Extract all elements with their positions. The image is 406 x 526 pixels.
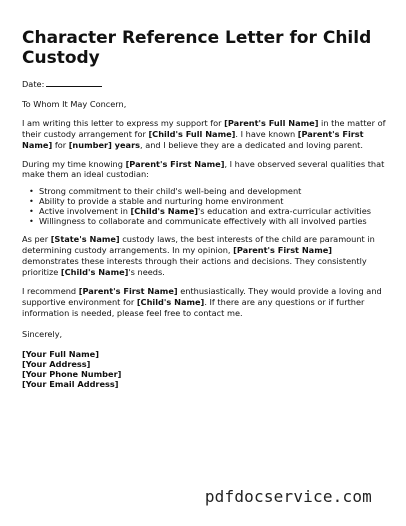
letter-title: Character Reference Letter for Child Custody xyxy=(22,28,372,68)
signature-phone: [Your Phone Number] xyxy=(22,369,122,379)
p1-text-2: in the matter of their custody arrangement for xyxy=(22,117,386,139)
p2-text-1: During my time knowing xyxy=(22,158,126,169)
p2-parent-first-name: [Parent's First Name] xyxy=(125,158,225,169)
list-item xyxy=(39,206,388,216)
p2-text-2: , I have observed several qualities that make them an ideal custodian: xyxy=(22,158,385,180)
signature-address: [Your Address] xyxy=(22,358,91,369)
paragraph-qualities xyxy=(22,159,388,181)
p1-parent-full-name: [Parent's Full Name] xyxy=(224,117,319,128)
p1-number-years: [number] years xyxy=(68,139,140,150)
date-label: Date: xyxy=(22,79,45,89)
p1-text-3: . I have known xyxy=(235,128,298,139)
p3-state-name: [State's Name] xyxy=(50,234,120,245)
salutation: To Whom It May Concern, xyxy=(22,98,127,109)
p4-text-1: I recommend xyxy=(22,285,79,296)
p4-text-2: enthusiastically. They would provide a loving and supportive environment for xyxy=(22,285,382,307)
paragraph-recommendation xyxy=(22,286,388,319)
p3-text-4: 's needs. xyxy=(128,267,165,278)
p4-child-name: [Child's Name] xyxy=(136,296,205,307)
p3-text-2: custody laws, the best interests of the child are paramount in determining custody arrangements. In my opinion, xyxy=(22,234,375,256)
signature-full-name: [Your Full Name] xyxy=(22,348,99,359)
p3-child-name: [Child's Name] xyxy=(60,267,129,278)
bullet3-text-1: Active involvement in xyxy=(39,206,131,217)
p3-text-1: As per xyxy=(22,234,51,245)
p1-text-4: for xyxy=(52,139,69,150)
signature-email: [Your Email Address] xyxy=(22,379,119,390)
watermark-text: pdfdocservice.com xyxy=(204,487,372,506)
p1-text-1: I am writing this letter to express my support for xyxy=(22,117,225,128)
p4-text-3: . If there are any questions or if further information is needed, please feel free to contact me. xyxy=(22,296,365,318)
p3-parent-first-name: [Parent's First Name] xyxy=(233,245,333,256)
date-blank-line xyxy=(46,78,102,87)
signature-block xyxy=(22,349,388,390)
p3-text-3: demonstrates these interests through their actions and decisions. They consistently prioritize xyxy=(22,256,367,278)
paragraph-state-laws xyxy=(22,234,388,278)
paragraph-intro xyxy=(22,118,388,151)
signoff: Sincerely, xyxy=(22,328,63,339)
p4-parent-first-name: [Parent's First Name] xyxy=(78,285,178,296)
bullet3-child-name: [Child's Name] xyxy=(130,206,198,217)
bullet3-text-2: 's education and extra-curricular activities xyxy=(198,206,372,217)
list-item: • Ability to provide a stable and nurturing home environment xyxy=(39,196,388,206)
list-item: • Strong commitment to their child's well-being and development xyxy=(39,186,388,196)
date-line xyxy=(22,78,388,90)
letter-content xyxy=(22,28,388,389)
qualities-list xyxy=(22,186,388,226)
p1-text-5: , and I believe they are a dedicated and loving parent. xyxy=(140,139,363,150)
p1-child-full-name: [Child's Full Name] xyxy=(148,128,236,139)
list-item: • Willingness to collaborate and communicate effectively with all involved parties xyxy=(39,216,388,226)
p1-parent-first-name: [Parent's First Name] xyxy=(22,128,364,150)
